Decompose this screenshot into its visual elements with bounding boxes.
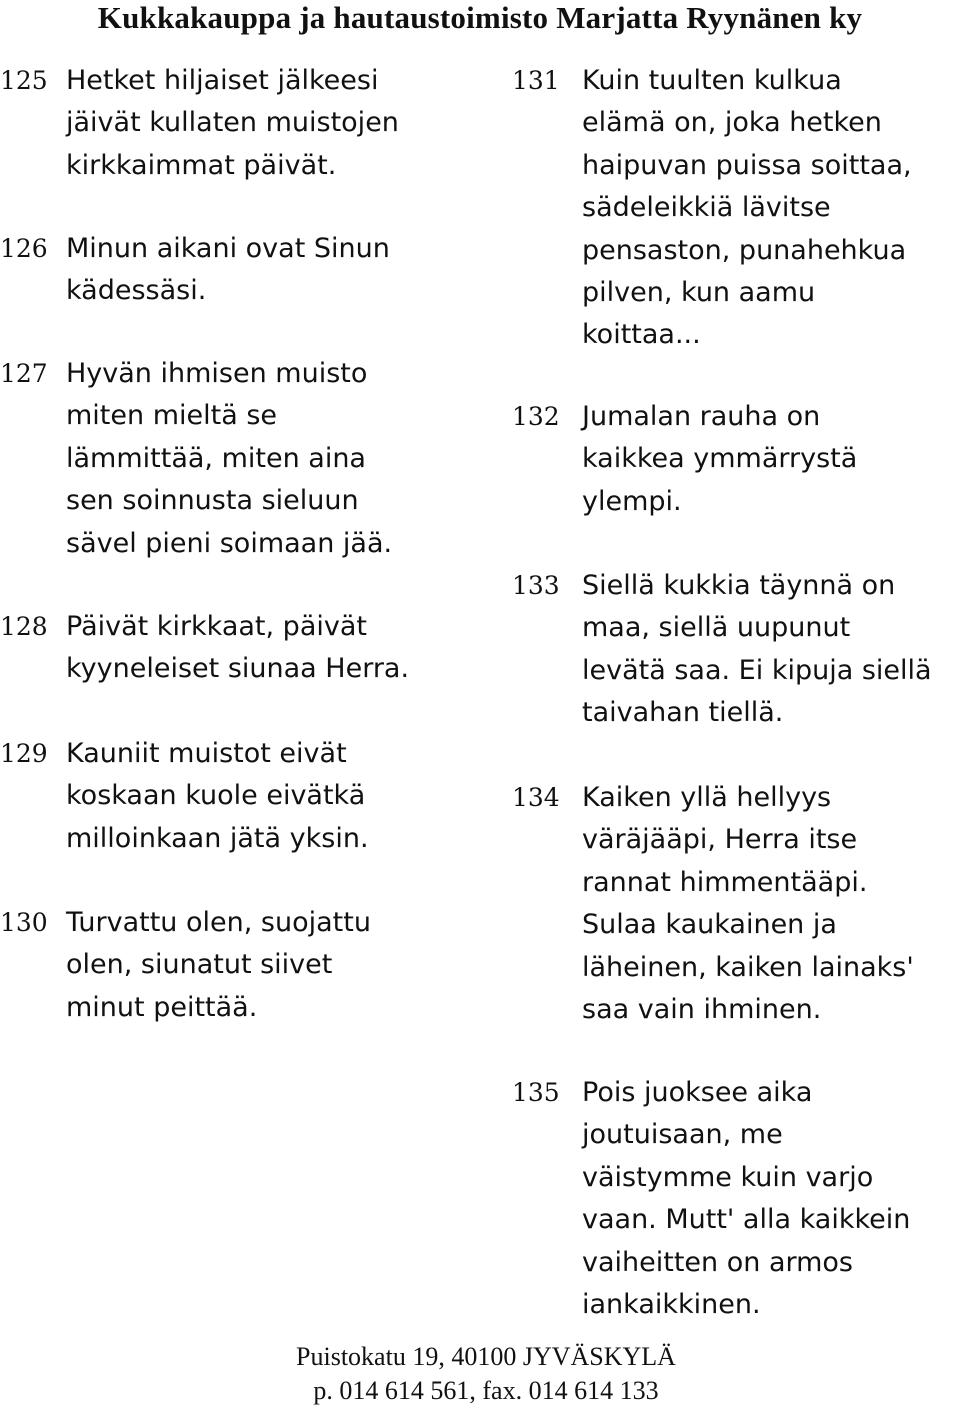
verse-131 — [512, 60, 912, 357]
verse-number: 133 — [512, 571, 560, 600]
verse-text: Hyvän ihmisen muisto miten mieltä se lämmittää, miten aina sen soinnusta sieluun sävel pieni soimaan jää. — [66, 358, 393, 559]
verse-134 — [512, 777, 914, 1031]
verse-133 — [512, 565, 932, 735]
phone-line: p. 014 614 561, fax. 014 614 133 — [313, 1376, 659, 1405]
verse-text: Kuin tuulten kulkua elämä on, joka hetken haipuvan puissa soittaa, sädeleikkiä lävitse pensaston, punahehkua pilven, kun aamu koittaa... — [582, 65, 912, 351]
address-line: Puistokatu 19, 40100 JYVÄSKYLÄ — [296, 1342, 676, 1371]
verse-125 — [0, 60, 399, 187]
verse-135 — [512, 1072, 910, 1326]
verse-126 — [0, 228, 390, 313]
page-header — [0, 0, 960, 36]
verse-number: 131 — [512, 66, 560, 95]
verse-132 — [512, 396, 857, 523]
contact-footer — [216, 1340, 756, 1408]
verse-number: 126 — [0, 234, 48, 263]
verse-number: 127 — [0, 359, 48, 388]
verse-number: 132 — [512, 402, 560, 431]
verse-number: 125 — [0, 66, 48, 95]
verse-129 — [0, 733, 369, 860]
verse-text: Turvattu olen, suojattu olen, siunatut siivet minut peittää. — [66, 907, 371, 1023]
verse-text: Pois juoksee aika joutuisaan, me väistymme kuin varjo vaan. Mutt' alla kaikkein vaiheitten on armos iankaikkinen. — [582, 1077, 911, 1321]
verse-text: Hetket hiljaiset jälkeesi jäivät kullaten muistojen kirkkaimmat päivät. — [66, 65, 399, 181]
verse-text: Minun aikani ovat Sinun kädessäsi. — [66, 233, 390, 307]
business-name: Kukkakauppa ja hautaustoimisto Marjatta Ryynänen ky — [97, 0, 863, 35]
verse-127 — [0, 353, 392, 565]
verse-128 — [0, 606, 409, 691]
verse-text: Jumalan rauha on kaikkea ymmärrystä ylempi. — [582, 401, 858, 517]
verse-number: 134 — [512, 783, 560, 812]
verse-text: Kaiken yllä hellyys väräjääpi, Herra itse rannat himmentääpi. Sulaa kaukainen ja läheinen, kaiken lainaks' saa vain ihminen. — [582, 782, 914, 1026]
verse-130 — [0, 902, 371, 1029]
verse-number: 128 — [0, 612, 48, 641]
verse-number: 130 — [0, 908, 48, 937]
verse-number: 129 — [0, 739, 48, 768]
verse-text: Siellä kukkia täynnä on maa, siellä uupunut levätä saa. Ei kipuja siellä taivahan tiellä. — [582, 570, 932, 729]
verse-number: 135 — [512, 1078, 560, 1107]
verse-text: Kauniit muistot eivät koskaan kuole eivätkä milloinkaan jätä yksin. — [66, 738, 369, 854]
verse-text: Päivät kirkkaat, päivät kyyneleiset siunaa Herra. — [66, 611, 410, 685]
